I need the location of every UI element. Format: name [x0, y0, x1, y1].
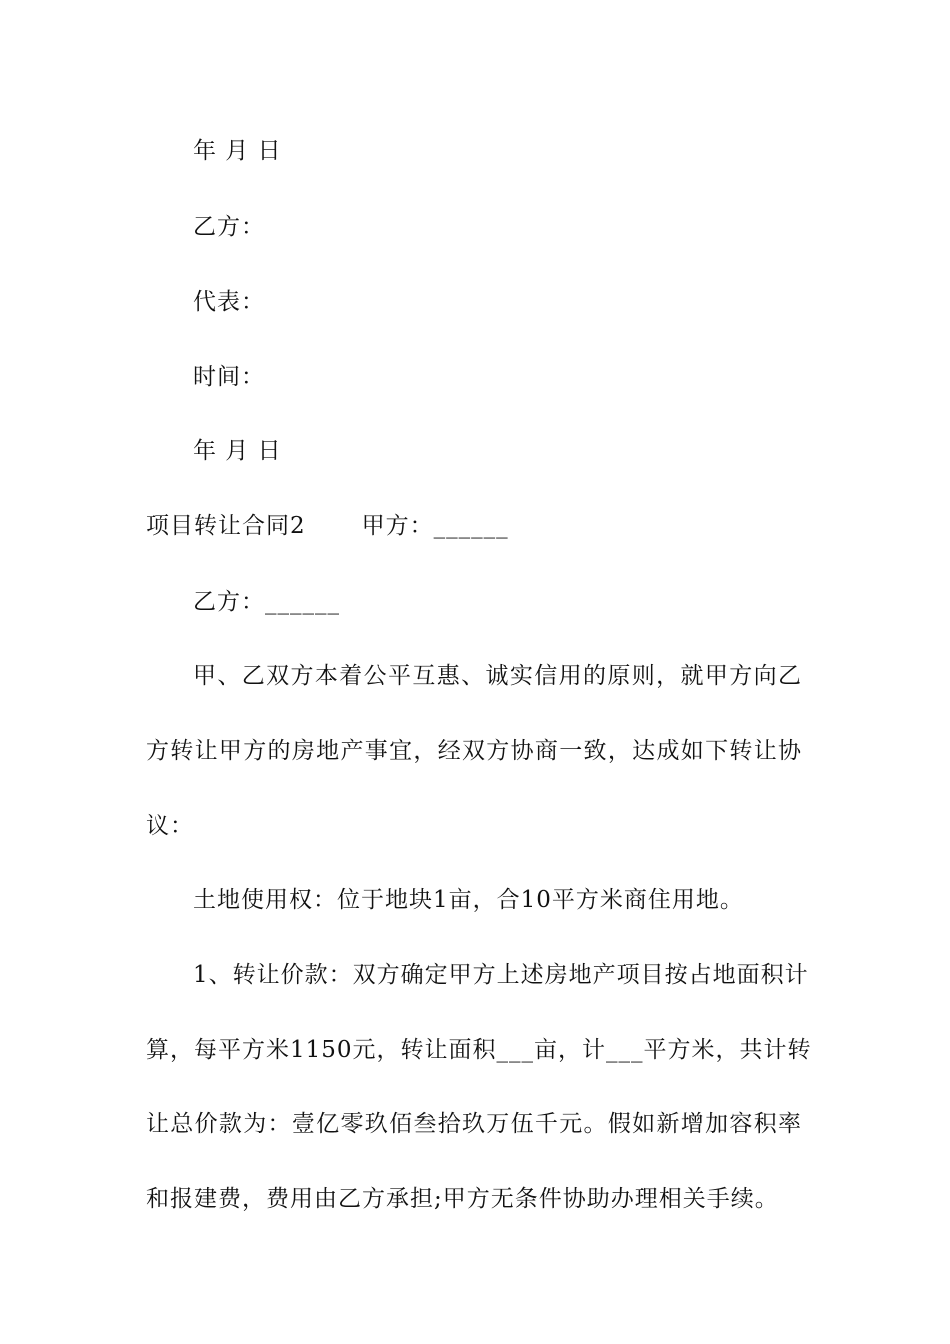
paragraph-1-line-2: 方转让甲方的房地产事宜，经双方协商一致，达成如下转让协: [146, 738, 802, 764]
contract-title-line: [146, 511, 509, 541]
contract-title: 项目转让合同2: [146, 513, 306, 539]
item-1-line-2: 算，每平方米1150元，转让面积___亩，计___平方米，共计转: [146, 1037, 812, 1063]
date-line-2: 年 月 日: [193, 438, 282, 464]
party-b-label: 乙方：: [193, 214, 265, 240]
paragraph-1-line-3: 议：: [146, 813, 194, 839]
item-1-line-1: 1、转让价款：双方确定甲方上述房地产项目按占地面积计: [193, 962, 809, 988]
paragraph-1-line-1: 甲、乙双方本着公平互惠、诚实信用的原则，就甲方向乙: [193, 663, 802, 689]
land-use-line: 土地使用权：位于地块1亩，合10平方米商住用地。: [193, 887, 744, 913]
representative-label: 代表：: [193, 289, 265, 315]
item-1-line-3: 让总价款为：壹亿零玖佰叁拾玖万伍千元。假如新增加容积率: [146, 1111, 802, 1137]
party-b-blank: 乙方：______: [193, 589, 340, 615]
party-a-blank: 甲方：______: [361, 513, 509, 539]
date-line-1: 年 月 日: [193, 138, 282, 164]
item-1-line-4: 和报建费，费用由乙方承担;甲方无条件协助办理相关手续。: [146, 1186, 779, 1212]
time-label: 时间：: [193, 364, 265, 390]
